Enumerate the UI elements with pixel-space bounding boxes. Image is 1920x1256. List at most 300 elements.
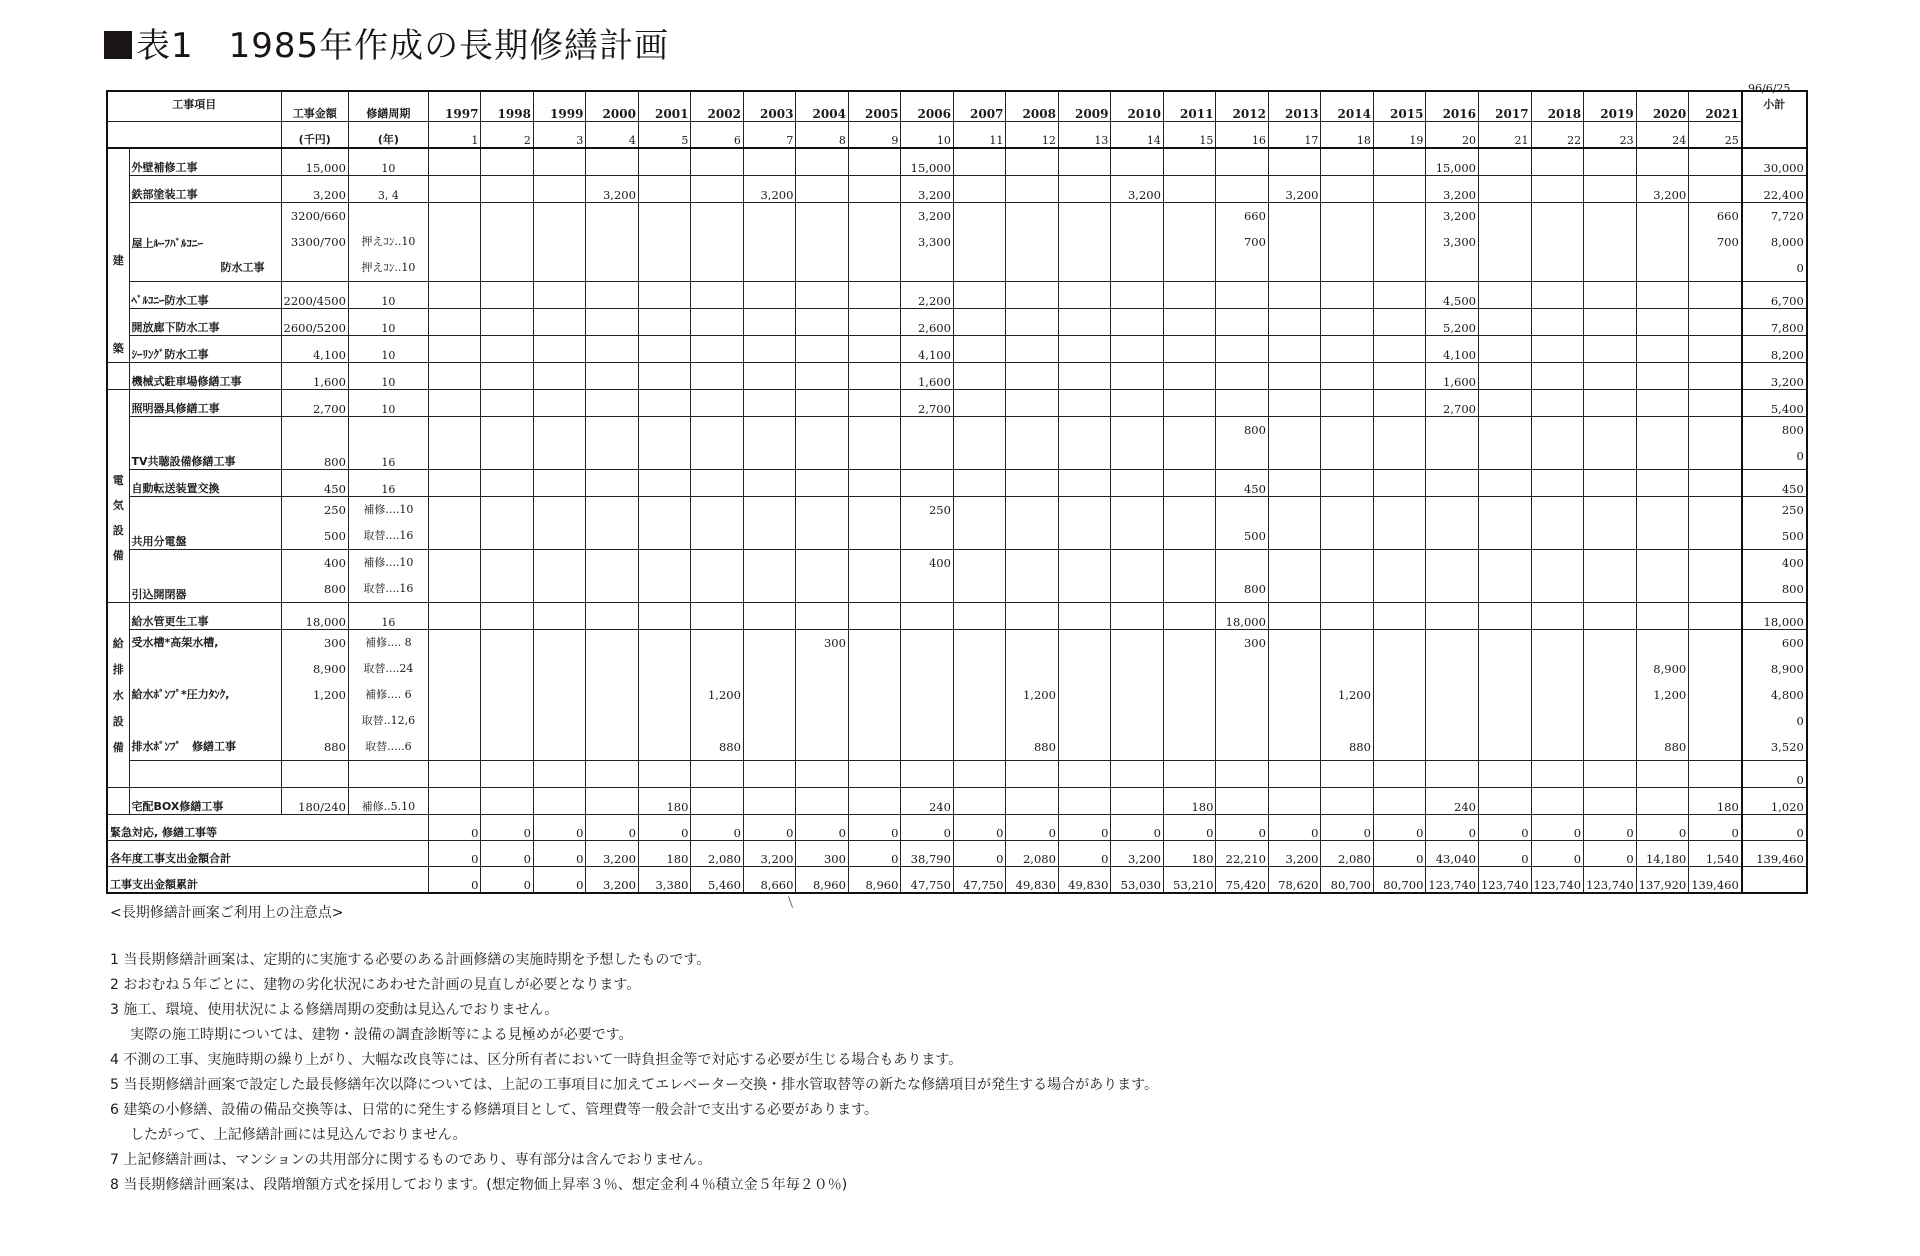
year-cell [1636, 390, 1689, 417]
year-cell [743, 336, 796, 363]
year-cell [691, 761, 744, 788]
year-cell [1006, 761, 1059, 788]
summary-value: 0 [1058, 841, 1111, 867]
year-cell [1321, 417, 1374, 470]
year-cell [1636, 417, 1689, 470]
usage-notes [110, 902, 1158, 1198]
summary-value: 0 [533, 815, 586, 841]
year-cell [691, 203, 744, 282]
year-cell [1058, 417, 1111, 470]
year-cell [1163, 363, 1216, 390]
year-cell [743, 497, 796, 550]
year-cell [1163, 497, 1216, 550]
header-period-unit: (年) [348, 122, 428, 149]
table-row [107, 309, 1807, 336]
header-row-years [107, 91, 1807, 122]
year-cell [586, 309, 639, 336]
summary-value: 3,380 [638, 867, 691, 894]
year-cell [1531, 470, 1584, 497]
year-index: 22 [1531, 122, 1584, 149]
year-cell [1111, 282, 1164, 309]
year-cell [586, 788, 639, 815]
year-cell [1373, 336, 1426, 363]
summary-value: 38,790 [901, 841, 954, 867]
year-cell [586, 390, 639, 417]
year-cell [1058, 148, 1111, 176]
year-cell [638, 603, 691, 630]
category-label: 電 気 設 備 [107, 390, 129, 603]
summary-value: 14,180 [1636, 841, 1689, 867]
year-cell [1216, 336, 1269, 363]
item-amount: 800 [281, 417, 348, 470]
year-cell [796, 417, 849, 470]
summary-value: 123,740 [1478, 867, 1531, 894]
year-cell [743, 761, 796, 788]
year-cell [1111, 203, 1164, 282]
header-amount-unit: (千円) [281, 122, 348, 149]
year-cell [428, 309, 481, 336]
header-year: 2004 [796, 91, 849, 122]
summary-value: 0 [743, 815, 796, 841]
item-period: 16 [348, 470, 428, 497]
subtotal-cell: 7,720 8,000 0 [1742, 203, 1807, 282]
summary-value: 0 [953, 815, 1006, 841]
year-cell [1689, 417, 1742, 470]
year-cell [1163, 470, 1216, 497]
year-cell [1058, 603, 1111, 630]
item-name: 屋上ﾙｰﾌﾊﾞﾙｺﾆｰ 防水工事 [129, 203, 281, 282]
summary-subtotal: 139,460 [1742, 841, 1807, 867]
summary-value: 0 [481, 841, 534, 867]
note-item: したがって、上記修繕計画には見込んでおりません。 [130, 1127, 467, 1143]
year-cell [1111, 630, 1164, 761]
table-row [107, 282, 1807, 309]
year-cell [1426, 470, 1479, 497]
year-cell [1216, 148, 1269, 176]
year-cell [1058, 282, 1111, 309]
year-cell: 180 [1163, 788, 1216, 815]
item-name: TV共聴設備修繕工事 [129, 417, 281, 470]
item-amount: 400 800 [281, 550, 348, 603]
year-cell: 250 [901, 497, 954, 550]
year-cell [691, 788, 744, 815]
year-cell [1636, 148, 1689, 176]
year-cell [1163, 390, 1216, 417]
year-cell [953, 603, 1006, 630]
year-cell [1006, 363, 1059, 390]
year-cell [533, 176, 586, 203]
header-year: 2007 [953, 91, 1006, 122]
year-cell [1111, 497, 1164, 550]
year-cell [1163, 309, 1216, 336]
year-cell [1689, 630, 1742, 761]
year-cell [1531, 176, 1584, 203]
year-cell [428, 630, 481, 761]
year-cell [1689, 390, 1742, 417]
year-cell [586, 203, 639, 282]
year-cell [1636, 788, 1689, 815]
year-index: 12 [1006, 122, 1059, 149]
subtotal-cell: 400 800 [1742, 550, 1807, 603]
year-cell [586, 417, 639, 470]
year-cell: 3,200 [586, 176, 639, 203]
year-cell: 450 [1216, 470, 1269, 497]
year-cell [533, 203, 586, 282]
item-name: 開放廊下防水工事 [129, 309, 281, 336]
year-index: 15 [1163, 122, 1216, 149]
table-row [107, 550, 1807, 603]
category-label [107, 788, 129, 815]
header-year: 2002 [691, 91, 744, 122]
year-cell [1006, 282, 1059, 309]
year-index: 3 [533, 122, 586, 149]
item-name: 照明器具修繕工事 [129, 390, 281, 417]
year-cell: 3,200 [901, 176, 954, 203]
note-item: 1 当長期修繕計画案は、定期的に実施する必要のある計画修繕の実施時期を予想したものです。 [110, 952, 711, 968]
title-text: 表1 1985年作成の長期修繕計画 [136, 26, 670, 66]
year-cell [638, 417, 691, 470]
year-cell [1636, 470, 1689, 497]
year-cell: 800 [1216, 417, 1269, 470]
year-cell [1531, 363, 1584, 390]
year-cell [1478, 363, 1531, 390]
summary-value: 0 [1373, 841, 1426, 867]
year-index: 8 [796, 122, 849, 149]
year-cell [1058, 336, 1111, 363]
year-cell: 300 [1216, 630, 1269, 761]
year-cell [901, 603, 954, 630]
year-cell [848, 417, 901, 470]
table-row [107, 363, 1807, 390]
year-cell [638, 550, 691, 603]
year-cell [796, 203, 849, 282]
year-cell [1058, 363, 1111, 390]
year-cell: 1,600 [1426, 363, 1479, 390]
year-cell [743, 417, 796, 470]
year-cell [848, 176, 901, 203]
summary-subtotal [1742, 867, 1807, 894]
year-cell [1216, 761, 1269, 788]
item-amount: 4,100 [281, 336, 348, 363]
year-index: 24 [1636, 122, 1689, 149]
year-cell [1636, 497, 1689, 550]
year-cell [638, 390, 691, 417]
item-period: 16 [348, 603, 428, 630]
year-cell [481, 203, 534, 282]
year-cell [1373, 550, 1426, 603]
summary-value: 49,830 [1006, 867, 1059, 894]
year-cell [1531, 788, 1584, 815]
summary-value: 2,080 [1321, 841, 1374, 867]
year-cell: 2,600 [901, 309, 954, 336]
year-cell [1373, 203, 1426, 282]
year-cell [1111, 148, 1164, 176]
summary-value: 123,740 [1584, 867, 1637, 894]
header-subtotal: 小計 [1742, 91, 1807, 148]
year-cell [1689, 363, 1742, 390]
summary-value: 0 [533, 841, 586, 867]
year-cell [848, 336, 901, 363]
item-name: ｼｰﾘﾝｸﾞ防水工事 [129, 336, 281, 363]
year-cell [428, 788, 481, 815]
summary-value: 0 [1111, 815, 1164, 841]
year-cell [1531, 282, 1584, 309]
summary-value: 0 [691, 815, 744, 841]
note-item: 4 不測の工事、実施時期の繰り上がり、大幅な改良等には、区分所有者において一時負担金等で対応する必要が生じる場合もあります。 [110, 1052, 963, 1068]
year-cell [1058, 761, 1111, 788]
summary-value: 0 [1478, 841, 1531, 867]
year-cell [1478, 148, 1531, 176]
year-cell [638, 470, 691, 497]
item-name: 自動転送装置交換 [129, 470, 281, 497]
summary-value: 0 [1584, 815, 1637, 841]
year-cell [848, 203, 901, 282]
year-cell [533, 497, 586, 550]
subtotal-cell: 800 0 [1742, 417, 1807, 470]
header-item-blank [107, 122, 281, 149]
item-name: 宅配BOX修繕工事 [129, 788, 281, 815]
subtotal-cell: 5,400 [1742, 390, 1807, 417]
year-cell [638, 148, 691, 176]
year-cell [1584, 550, 1637, 603]
note-item: 3 施工、環境、使用状況による修繕周期の変動は見込んでおりません。 [110, 1002, 559, 1018]
year-cell [428, 176, 481, 203]
black-square-icon [104, 31, 132, 59]
year-cell [1216, 390, 1269, 417]
year-cell [1321, 788, 1374, 815]
summary-value: 137,920 [1636, 867, 1689, 894]
item-amount: 1,600 [281, 363, 348, 390]
year-cell [533, 630, 586, 761]
item-amount: 250 500 [281, 497, 348, 550]
year-cell [428, 417, 481, 470]
year-cell [1584, 603, 1637, 630]
year-cell [1006, 417, 1059, 470]
year-cell [638, 630, 691, 761]
year-cell: 15,000 [901, 148, 954, 176]
year-cell [1111, 761, 1164, 788]
year-cell [848, 309, 901, 336]
summary-subtotal: 0 [1742, 815, 1807, 841]
year-cell [1321, 363, 1374, 390]
item-amount: 18,000 [281, 603, 348, 630]
year-cell [743, 148, 796, 176]
item-period: 3, 4 [348, 176, 428, 203]
header-amount: 工事金額 [281, 91, 348, 122]
notes-list [110, 948, 1158, 1198]
year-cell [1373, 497, 1426, 550]
year-cell [848, 363, 901, 390]
year-cell [481, 390, 534, 417]
year-cell [901, 630, 954, 761]
year-cell [1584, 788, 1637, 815]
year-cell [1268, 497, 1321, 550]
year-cell [586, 363, 639, 390]
summary-label: 工事支出金額累計 [107, 867, 428, 894]
year-cell [428, 203, 481, 282]
table-row [107, 336, 1807, 363]
note-item: 6 建築の小修繕、設備の備品交換等は、日常的に発生する修繕項目として、管理費等一般会計で支出する必要があります。 [110, 1102, 878, 1118]
item-amount: 180/240 [281, 788, 348, 815]
year-cell [691, 363, 744, 390]
year-cell [1478, 309, 1531, 336]
year-cell [953, 363, 1006, 390]
year-cell [428, 282, 481, 309]
summary-value: 180 [638, 841, 691, 867]
year-cell [953, 148, 1006, 176]
year-cell [1006, 470, 1059, 497]
header-year: 1998 [481, 91, 534, 122]
year-cell [1163, 203, 1216, 282]
year-cell [533, 417, 586, 470]
table-row [107, 497, 1807, 550]
year-cell: 180 [1689, 788, 1742, 815]
year-cell [796, 309, 849, 336]
year-index: 23 [1584, 122, 1637, 149]
year-cell [691, 282, 744, 309]
year-cell [1584, 630, 1637, 761]
year-cell [1163, 176, 1216, 203]
year-cell [481, 309, 534, 336]
year-cell [533, 761, 586, 788]
year-cell [1478, 203, 1531, 282]
year-cell [1636, 282, 1689, 309]
note-item: 5 当長期修繕計画案で設定した最長修繕年次以降については、上記の工事項目に加えてエレベーター交換・排水管取替等の新たな修繕項目が発生する場合があります。 [110, 1077, 1158, 1093]
year-cell [953, 470, 1006, 497]
year-cell [1268, 336, 1321, 363]
year-cell [533, 550, 586, 603]
year-cell [1058, 497, 1111, 550]
year-cell [1636, 761, 1689, 788]
year-cell [638, 336, 691, 363]
year-cell [1636, 309, 1689, 336]
summary-value: 3,200 [1111, 841, 1164, 867]
year-cell [428, 470, 481, 497]
item-name: ﾍﾞﾙｺﾆｰ防水工事 [129, 282, 281, 309]
header-year: 2009 [1058, 91, 1111, 122]
year-cell: 3,200 [1636, 176, 1689, 203]
subtotal-cell: 250 500 [1742, 497, 1807, 550]
summary-value: 0 [428, 841, 481, 867]
year-cell [1426, 550, 1479, 603]
year-cell [1321, 336, 1374, 363]
summary-value: 0 [481, 867, 534, 894]
year-cell: 1,200 880 [691, 630, 744, 761]
summary-value: 22,210 [1216, 841, 1269, 867]
year-cell [743, 203, 796, 282]
header-year: 2017 [1478, 91, 1531, 122]
year-cell [1006, 550, 1059, 603]
year-cell [1584, 176, 1637, 203]
summary-value: 0 [1584, 841, 1637, 867]
year-cell [428, 497, 481, 550]
year-cell [1163, 630, 1216, 761]
year-index: 19 [1373, 122, 1426, 149]
year-cell [1636, 336, 1689, 363]
year-cell [1216, 363, 1269, 390]
year-cell [1531, 761, 1584, 788]
year-cell [586, 148, 639, 176]
year-cell [743, 630, 796, 761]
year-cell [1584, 363, 1637, 390]
year-cell [1531, 309, 1584, 336]
year-cell [533, 336, 586, 363]
year-cell [1531, 630, 1584, 761]
year-cell [953, 550, 1006, 603]
year-cell [428, 603, 481, 630]
year-cell [743, 363, 796, 390]
year-cell [848, 603, 901, 630]
year-cell [1163, 550, 1216, 603]
subtotal-cell: 22,400 [1742, 176, 1807, 203]
year-cell [1426, 603, 1479, 630]
year-cell: 1,200 880 [1006, 630, 1059, 761]
year-cell [1478, 630, 1531, 761]
year-cell [1478, 282, 1531, 309]
year-cell [1531, 603, 1584, 630]
year-cell [796, 761, 849, 788]
year-cell [1321, 176, 1374, 203]
summary-value: 0 [901, 815, 954, 841]
year-cell [901, 761, 954, 788]
year-cell [1216, 282, 1269, 309]
year-cell [1478, 390, 1531, 417]
year-cell [1584, 282, 1637, 309]
summary-value: 0 [428, 815, 481, 841]
year-cell [1321, 390, 1374, 417]
year-index: 4 [586, 122, 639, 149]
year-cell [1584, 148, 1637, 176]
year-cell [428, 550, 481, 603]
year-cell: 8,900 1,200 880 [1636, 630, 1689, 761]
year-cell [1478, 761, 1531, 788]
year-cell: 800 [1216, 550, 1269, 603]
year-cell [1321, 282, 1374, 309]
year-cell [428, 148, 481, 176]
year-cell [533, 788, 586, 815]
year-cell [1426, 497, 1479, 550]
year-index: 6 [691, 122, 744, 149]
year-cell [848, 761, 901, 788]
subtotal-cell: 6,700 [1742, 282, 1807, 309]
summary-value: 80,700 [1373, 867, 1426, 894]
year-cell [848, 148, 901, 176]
summary-value: 300 [796, 841, 849, 867]
year-cell: 2,700 [901, 390, 954, 417]
year-cell: 4,500 [1426, 282, 1479, 309]
item-period: 10 [348, 148, 428, 176]
year-cell [481, 176, 534, 203]
year-cell [1321, 203, 1374, 282]
year-cell [796, 363, 849, 390]
year-cell [1689, 282, 1742, 309]
summary-value: 123,740 [1426, 867, 1479, 894]
year-cell [1268, 470, 1321, 497]
header-year: 2003 [743, 91, 796, 122]
year-cell [481, 497, 534, 550]
year-cell [953, 203, 1006, 282]
subtotal-cell: 450 [1742, 470, 1807, 497]
year-cell [1006, 603, 1059, 630]
header-year: 2013 [1268, 91, 1321, 122]
summary-label: 各年度工事支出金額合計 [107, 841, 428, 867]
year-cell [796, 148, 849, 176]
summary-value: 3,200 [743, 841, 796, 867]
year-index: 2 [481, 122, 534, 149]
item-period [348, 761, 428, 788]
year-cell [533, 603, 586, 630]
year-cell [428, 390, 481, 417]
